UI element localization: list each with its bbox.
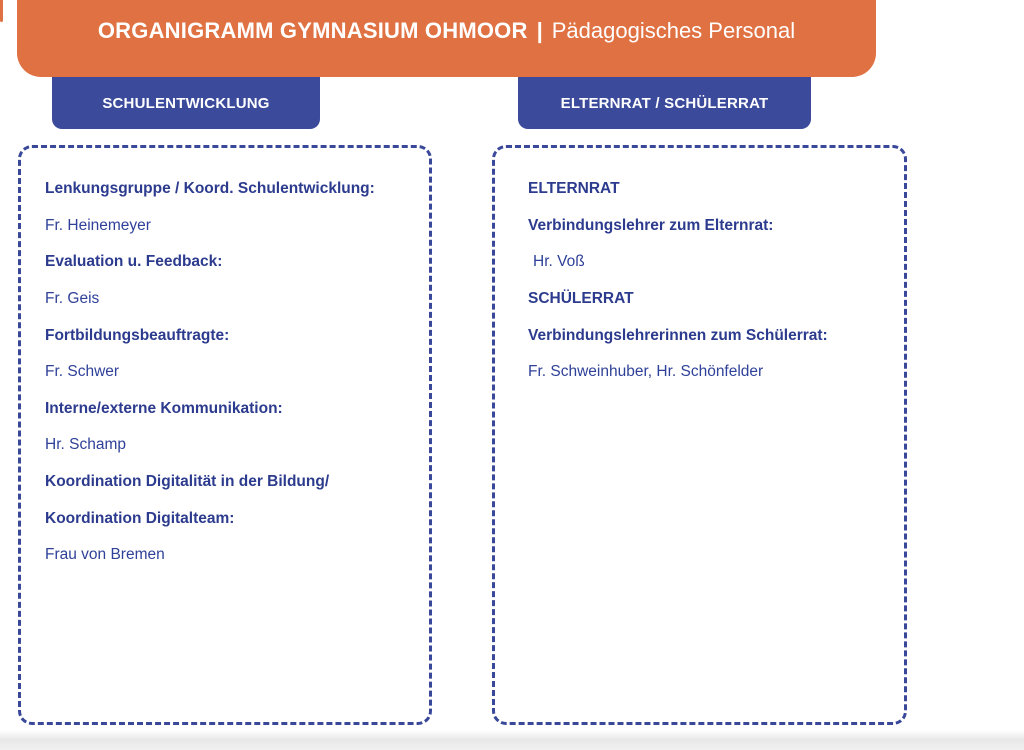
- role-label: Lenkungsgruppe / Koord. Schulentwicklung:: [45, 180, 375, 198]
- person-name: Fr. Schwer: [45, 363, 120, 381]
- role-label: Koordination Digitalität in der Bildung/: [45, 473, 330, 491]
- person-name: Fr. Geis: [45, 290, 100, 308]
- role-label: ELTERNRAT: [528, 180, 620, 198]
- person-name: Hr. Schamp: [45, 436, 126, 454]
- person-name: Fr. Heinemeyer: [45, 216, 151, 234]
- person-name: Fr. Schweinhuber, Hr. Schönfelder: [528, 363, 764, 381]
- title-separator: |: [536, 18, 543, 43]
- schulentwicklung-box: [18, 145, 432, 725]
- role-label: Verbindungslehrerinnen zum Schülerrat:: [528, 326, 828, 344]
- role-label: Interne/externe Kommunikation:: [45, 399, 283, 417]
- header-banner: [17, 0, 876, 77]
- page-bottom-edge: [0, 731, 1024, 750]
- role-label: Koordination Digitalteam:: [45, 509, 235, 527]
- person-name: Frau von Bremen: [45, 546, 165, 564]
- person-name: Hr. Voß: [533, 253, 585, 271]
- role-label: Evaluation u. Feedback:: [45, 253, 223, 271]
- page-title: ORGANIGRAMM GYMNASIUM OHMOOR: [97, 18, 528, 43]
- role-label: Fortbildungsbeauftragte:: [45, 326, 230, 344]
- page-subtitle: Pädagogisches Personal: [551, 18, 796, 43]
- role-label: SCHÜLERRAT: [528, 290, 634, 308]
- role-label: Verbindungslehrer zum Elternrat:: [528, 216, 774, 234]
- section-header-elternrat-schuelerrat: ELTERNRAT / SCHÜLERRAT: [518, 77, 811, 129]
- orange-corner-decoration: [0, 0, 3, 22]
- section-header-schulentwicklung: SCHULENTWICKLUNG: [52, 77, 320, 129]
- elternrat-schuelerrat-box: [492, 145, 907, 725]
